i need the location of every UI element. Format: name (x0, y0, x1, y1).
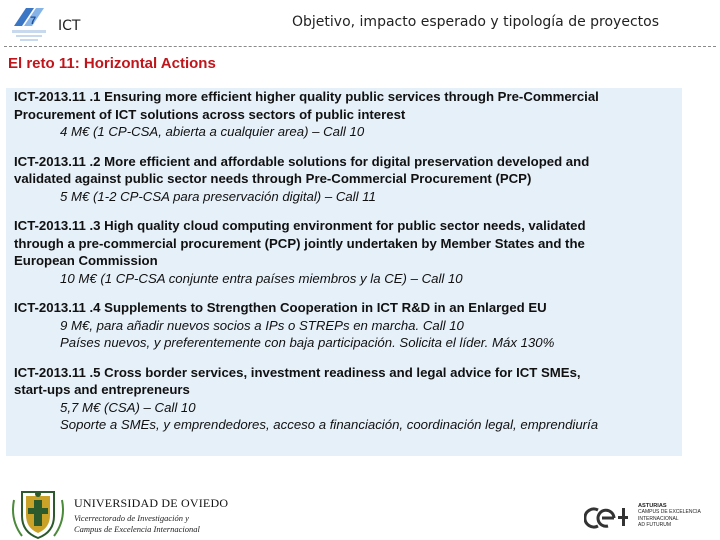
fp7-logo-icon (4, 4, 54, 44)
action-title-line: European Commission (14, 253, 158, 268)
section-title: El reto 11: Horizontal Actions (8, 55, 216, 72)
header-divider (4, 46, 716, 47)
university-subtitle: Vicerrectorado de Investigación y (74, 513, 189, 523)
action-funding: 9 M€, para añadir nuevos socios a IPs o STREPs en marcha. Call 10 (60, 317, 464, 333)
campus-line: INTERNACIONAL (638, 515, 679, 522)
action-title-line: ICT-2013.11 .2 More efficient and affordable solutions for digital preservation developed and (14, 153, 590, 169)
campus-logo (584, 500, 718, 536)
action-funding: 10 M€ (1 CP-CSA conjunte entra países miembros y la CE) – Call 10 (60, 270, 463, 286)
campus-line: AD FUTURUM (638, 522, 672, 529)
action-item (14, 364, 676, 434)
page-title: Objetivo, impacto esperado y tipología de proyectos (292, 14, 660, 30)
university-subtitle: Campus de Excelencia Internacional (74, 524, 200, 534)
action-item (14, 299, 676, 352)
campus-line: CAMPUS DE EXCELENCIA (638, 509, 701, 516)
action-item (14, 217, 676, 287)
action-title-line: validated against public sector needs through Pre-Commercial Procurement (PCP) (14, 171, 532, 186)
action-funding: 4 M€ (1 CP-CSA, abierta a cualquier area) – Call 10 (60, 124, 365, 139)
campus-text (638, 503, 701, 529)
action-item (14, 88, 676, 141)
campus-line: ASTURIAS (638, 503, 667, 509)
action-title-line: Procurement of ICT solutions across sectors of public interest (14, 106, 406, 122)
action-title-line: start-ups and entrepreneurs (14, 382, 190, 397)
action-funding: 5,7 M€ (CSA) – Call 10 (60, 399, 196, 415)
action-title-line: ICT-2013.11 .5 Cross border services, investment readiness and legal advice for ICT SMEs, (14, 364, 581, 380)
action-note: Soporte a SMEs, y emprendedores, acceso a financiación, coordinación legal, emprendiuría (60, 417, 599, 432)
action-item (14, 153, 676, 206)
action-note: Países nuevos, y preferentemente con baja participación. Solicita el líder. Máx 130% (60, 335, 555, 350)
actions-panel (6, 88, 682, 456)
university-crest-icon (8, 490, 68, 540)
action-title-line: ICT-2013.11 .4 Supplements to Strengthen Cooperation in ICT R&D in an Enlarged EU (14, 300, 547, 315)
action-title-line: ICT-2013.11 .3 High quality cloud computing environment for public sector needs, validated (14, 218, 586, 233)
action-title-line: through a pre-commercial procurement (PCP) jointly undertaken by Member States and the (14, 235, 585, 251)
action-funding: 5 M€ (1-2 CP-CSA para preservación digital) – Call 11 (60, 188, 376, 204)
program-label: ICT (58, 18, 81, 34)
svg-text:7: 7 (30, 15, 37, 27)
ce-campus-logo-icon (584, 504, 636, 532)
university-logo (6, 490, 236, 540)
action-title-line: ICT-2013.11 .1 Ensuring more efficient higher quality public services through Pre-Commercial (14, 89, 599, 104)
university-name: UNIVERSIDAD DE OVIEDO (74, 496, 229, 510)
